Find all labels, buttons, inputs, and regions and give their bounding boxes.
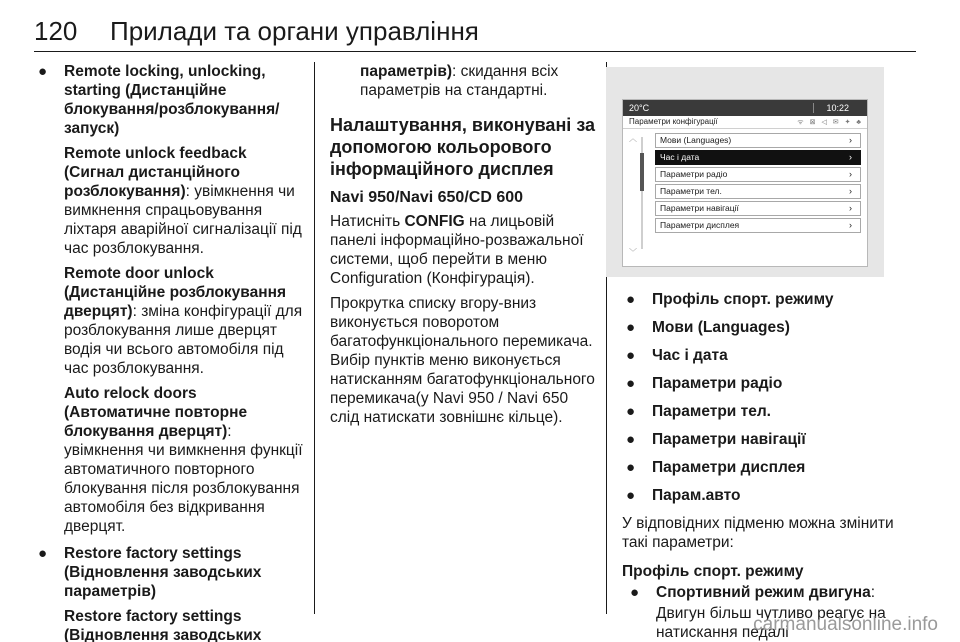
column-divider [314, 62, 315, 614]
column-left [34, 62, 304, 642]
paragraph: Двигун більш чутливо реагує на натискання педалі [656, 605, 886, 641]
screen-temperature: 20°C [629, 103, 650, 113]
column-right [622, 290, 894, 642]
bullet-icon: ● [630, 584, 640, 601]
list-item [622, 346, 894, 365]
menu-item-label: Параметри радіо [660, 169, 728, 179]
page-number: 120 [34, 16, 78, 46]
column-middle [330, 62, 600, 433]
paragraph: Remote door unlock (Дистанційне розблокування дверцят): зміна конфігурації для розблокування лише дверцят водія чи всього автомобіля під час розблокування. [64, 265, 303, 377]
chevron-right-icon: › [849, 220, 852, 230]
menu-item[interactable] [655, 150, 861, 165]
chevron-right-icon: › [849, 203, 852, 213]
menu-item-label: Параметри навігації [660, 203, 739, 213]
paragraph: Auto relock doors (Автоматичне повторне блокування дверцят): увімкнення чи вимкнення функції автоматичного повторного блокування після розблокування автомобіля без відкривання дверцят. [64, 385, 303, 535]
section-heading: Налаштування, виконувані за допомогою кольорового інформаційного дисплея [330, 115, 596, 179]
list-item [622, 486, 894, 505]
menu-item[interactable] [655, 133, 861, 148]
list-item [622, 290, 894, 309]
bullet-icon: ● [626, 431, 636, 448]
scrollbar-thumb [640, 153, 644, 191]
infotainment-screen [622, 99, 868, 267]
status-divider [813, 103, 814, 113]
bullet-icon: ● [38, 545, 48, 562]
section-subheading: Navi 950/Navi 650/CD 600 [330, 189, 524, 206]
menu-item[interactable] [655, 201, 861, 216]
menu-item[interactable] [655, 218, 861, 233]
paragraph: Remote unlock feedback (Сигнал дистанційного розблокування): увімкнення чи вимкнення спрацьовування ліхтаря аварійної сигналізації під час розблокування. [64, 145, 302, 257]
list-item-label: Профіль спорт. режиму [652, 291, 834, 308]
item-title: Remote locking, unlocking, starting (Дистанційне блокування/розблокування/запуск) [64, 63, 280, 137]
menu-item[interactable] [655, 184, 861, 199]
list-item-label: Параметри радіо [652, 375, 783, 392]
item-title: Restore factory settings (Відновлення заводських параметрів) [64, 545, 262, 600]
screen-status-bar [623, 100, 867, 116]
bullet-icon: ● [626, 487, 636, 504]
list-item [622, 430, 894, 449]
bullet-icon: ● [626, 347, 636, 364]
screen-figure [606, 67, 884, 277]
bullet-icon: ● [38, 63, 48, 80]
paragraph: Спортивний режим двигуна: [656, 584, 876, 601]
paragraph: У відповідних підменю можна змінити такі параметри: [622, 515, 894, 551]
sub-heading: Профіль спорт. режиму [622, 563, 804, 580]
bullet-icon: ● [626, 403, 636, 420]
bullet-icon: ● [626, 319, 636, 336]
chevron-right-icon: › [849, 186, 852, 196]
screen-time: 10:22 [826, 103, 849, 113]
menu-item-label: Параметри дисплея [660, 220, 740, 230]
screen-breadcrumb [623, 116, 867, 129]
breadcrumb-label: Параметри конфігурації [629, 117, 718, 126]
paragraph: Прокрутка списку вгору-вниз виконується поворотом багатофункціонального перемикача. Вибір пунктів меню виконується натисканням багатофункціонального перемикача(у Navi 950 / Navi 650 слід натискати зовнішнє кільце). [330, 295, 595, 426]
paragraph: Натисніть CONFIG на лицьовій панелі інформаційно-розважальної системи, щоб перейти в меню Configuration (Конфігурація). [330, 213, 584, 287]
list-item [34, 62, 304, 536]
chevron-right-icon: › [849, 152, 852, 162]
scroll-down-icon: ﹀ [629, 248, 637, 257]
chevron-right-icon: › [849, 169, 852, 179]
list-item [622, 402, 894, 421]
menu-list [655, 133, 861, 235]
list-item [34, 544, 304, 642]
list-item-label: Час і дата [652, 347, 728, 364]
list-item-label: Парам.авто [652, 487, 741, 504]
screen-menu [623, 129, 867, 267]
list-item-label: Мови (Languages) [652, 319, 790, 336]
list-item-label: Параметри дисплея [652, 459, 806, 476]
list-item [622, 458, 894, 477]
page-title: Прилади та органи управління [110, 16, 479, 46]
menu-item-label: Мови (Languages) [660, 135, 732, 145]
list-item [622, 374, 894, 393]
menu-item[interactable] [655, 167, 861, 182]
scroll-up-icon: ︿ [629, 134, 637, 143]
bullet-icon: ● [626, 459, 636, 476]
chevron-right-icon: › [849, 135, 852, 145]
menu-item-label: Параметри тел. [660, 186, 722, 196]
status-icons: ᯤ ⊠ ◁ ✉ ✦ ♣ [797, 119, 863, 126]
list-item-label: Параметри навігації [652, 431, 806, 448]
list-item-label: Параметри тел. [652, 403, 771, 420]
bullet-icon: ● [626, 291, 636, 308]
bullet-icon: ● [626, 375, 636, 392]
paragraph: параметрів): скидання всіх параметрів на стандартні. [360, 63, 559, 99]
menu-item-label: Час і дата [660, 152, 700, 162]
list-item [622, 318, 894, 337]
page-header [34, 12, 916, 52]
bullet-list [622, 290, 894, 505]
watermark: carmanualsonline.info [753, 614, 938, 635]
paragraph: Restore factory settings (Відновлення заводських [64, 608, 262, 642]
